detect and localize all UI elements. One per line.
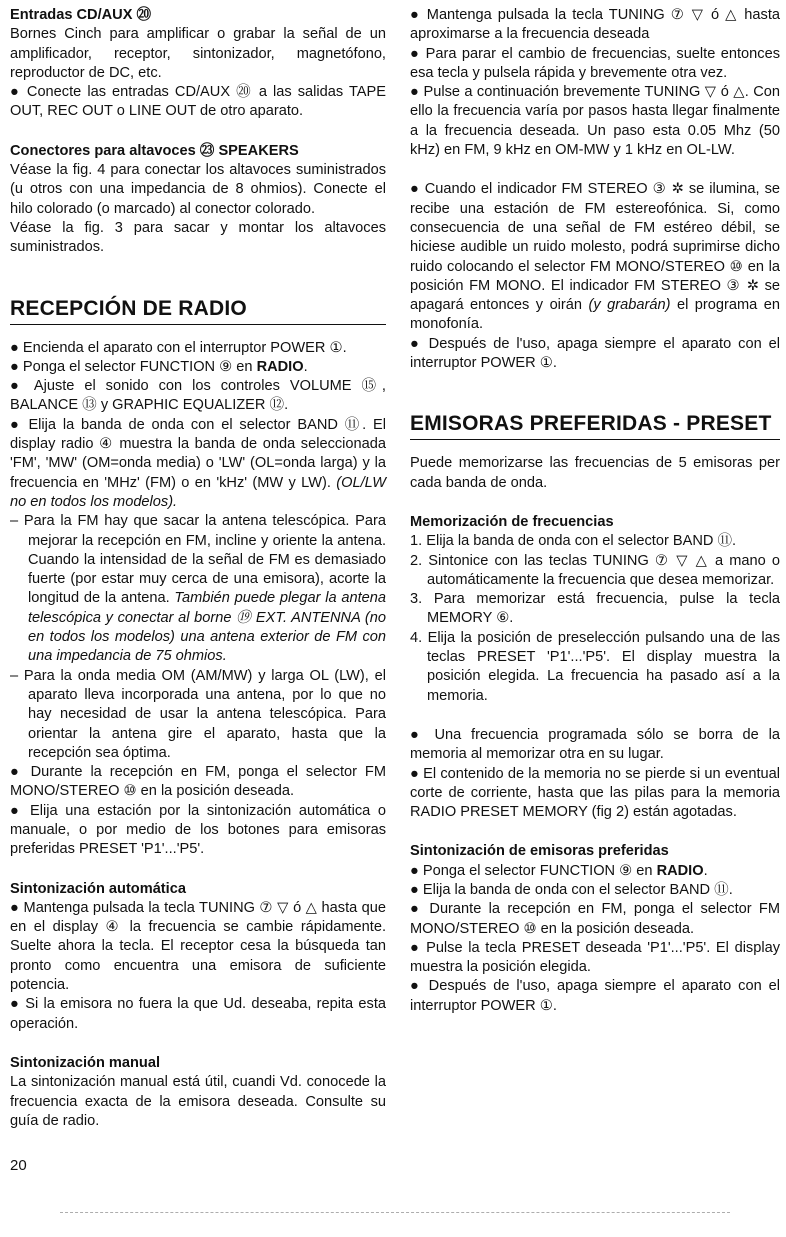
- numbered-item: 1. Elija la banda de onda con el selector BAND ⑪.: [410, 533, 737, 550]
- scan-artifact-line: [60, 1212, 730, 1213]
- dash-item: – Para la onda media OM (AM/MW) y larga OL (LW), el aparato lleva incorporada una antena, por lo que no hay necesidad de usar la antena telescópica. Para orientar la antena gire el aparato, hasta que la recepción sea óptima.: [10, 667, 386, 761]
- paragraph: Véase la fig. 4 para conectar los altavoces suministrados (u otros con una impedancia de 8 ohmios). Conecte el hilo colorado (o marcado) al conector colorado.: [10, 162, 386, 217]
- bullet-item: ● Elija la banda de onda con el selector BAND ⑪. El display radio ④ muestra la banda de onda seleccionada 'FM', 'MW' (OM=onda media) o 'LW' (OL=onda larga) y la frecuencia en 'MHz' (FM) o en 'kHz' (MW y LW). (OL/LW no en todos los modelos).: [10, 416, 386, 510]
- section-title-manual: Sintonización manual: [10, 1054, 161, 1071]
- section-title-cd-aux: Entradas CD/AUX ⑳: [10, 7, 152, 23]
- bullet-item: ● Pulse la tecla PRESET deseada 'P1'...'P5'. El display muestra la posición elegida.: [410, 939, 780, 976]
- bullet-item: ● Mantenga pulsada la tecla TUNING ⑦ ▽ ó △ hasta aproximarse a la frecuencia deseada: [410, 7, 780, 43]
- bullet-item: ● El contenido de la memoria no se pierde si un eventual corte de corriente, hasta que las pilas para la memoria RADIO PRESET MEMORY (fig 2) están agotadas.: [410, 765, 780, 821]
- bullet-item: ● Ponga el selector FUNCTION ⑨ en RADIO.: [410, 862, 708, 879]
- bullet-item: ● Cuando el indicador FM STEREO ③ ✲ se ilumina, se recibe una estación de FM estereofónica. Si, como consecuencia de una señal de FM estéreo débil, se hiciese audible un ruido molesto, podrá suprimirse dicho ruido colocando el selector FM MONO/STEREO ⑩ en la posición FM MONO. El indicador FM STEREO ③ ✲ se apagará entonces y oirán (y grabarán) el programa en monofonía.: [410, 181, 780, 333]
- bullet-item: ● Para parar el cambio de frecuencias, suelte entonces esa tecla y pulsela rápida y brevemente otra vez.: [410, 45, 780, 81]
- paragraph: Véase la fig. 3 para sacar y montar los altavoces suministrados.: [10, 219, 386, 256]
- right-column: [410, 6, 780, 1016]
- bullet-item: ● Elija una estación por la sintonización automática o manuale, o por medio de los botones para emisoras preferidas PRESET 'P1'...'P5'.: [10, 802, 386, 858]
- bullet-item: ● Durante la recepción en FM, ponga el selector FM MONO/STEREO ⑩ en la posición deseada.: [10, 764, 386, 800]
- heading-recepcion-de-radio: RECEPCIÓN DE RADIO: [10, 296, 386, 325]
- numbered-item: 3. Para memorizar está frecuencia, pulse la tecla MEMORY ⑥.: [410, 591, 780, 627]
- bullet-item: ● Pulse a continuación brevemente TUNING ▽ ó △. Con ello la frecuencia varía por pasos hasta llegar finalmente a la frecuencia deseada. Un paso esta 0.05 Mhz (50 kHz) en FM, 9 kHz en OM-MW y 1 kHz en OL-LW.: [410, 84, 780, 159]
- bullet-item: ● Una frecuencia programada sólo se borra de la memoria al memorizar otra en su lugar.: [410, 726, 780, 763]
- bullet-item: ● Durante la recepción en FM, ponga el selector FM MONO/STEREO ⑩ en la posición deseada.: [410, 901, 780, 937]
- dash-item: – Para la FM hay que sacar la antena telescópica. Para mejorar la recepción en FM, incline y oriente la antena. Cuando la intensidad de la señal de FM es demasiado fuerte (por estar muy cerca de una emisora), acorte la longitud de la antena. También puede plegar la antena telescópica y conectar al borne ⑲ EXT. ANTENNA (no en todos los modelos) una antena exterior de FM con una impedancia de 75 ohmios.: [10, 513, 386, 665]
- numbered-item: 4. Elija la posición de preselección pulsando una de las teclas PRESET 'P1'...'P5'. El display muestra la posición elegida. La frecuencia ha pasado así a la memoria.: [410, 629, 780, 704]
- bullet-item: ● Ajuste el sonido con los controles VOLUME ⑮, BALANCE ⑬ y GRAPHIC EQUALIZER ⑫.: [10, 378, 386, 414]
- bullet-item: ● Ponga el selector FUNCTION ⑨ en RADIO.: [10, 358, 308, 375]
- bullet-item: ● Conecte las entradas CD/AUX ⑳ a las salidas TAPE OUT, REC OUT o LINE OUT de otro aparato.: [10, 84, 386, 120]
- bullet-item: ● Encienda el aparato con el interruptor POWER ①.: [10, 339, 347, 356]
- paragraph: La sintonización manual está útil, cuandi Vd. conocede la frecuencia exacta de la emisora deseada. Consulte su guía de radio.: [10, 1074, 386, 1129]
- left-column: [10, 6, 386, 1131]
- paragraph: Puede memorizarse las frecuencias de 5 emisoras per cada banda de onda.: [410, 455, 780, 491]
- bullet-item: ● Después de l'uso, apaga siempre el aparato con el interruptor POWER ①.: [410, 335, 780, 372]
- numbered-item: 2. Sintonice con las teclas TUNING ⑦ ▽ △ a mano o automáticamente la frecuencia que desea memorizar.: [410, 552, 780, 588]
- heading-emisoras-preferidas: EMISORAS PREFERIDAS - PRESET: [410, 411, 780, 440]
- bullet-item: ● Mantenga pulsada la tecla TUNING ⑦ ▽ ó △ hasta que en el display ④ la frecuencia se cambie rápidamente. Suelte ahora la tecla. El receptor cesa la búsqueda tan pronto como encuentra una emisora de suficiente potencia.: [10, 899, 386, 994]
- section-title-speakers: Conectores para altavoces ㉓ SPEAKERS: [10, 142, 299, 159]
- section-title-sintonizacion-preferidas: Sintonización de emisoras preferidas: [410, 843, 669, 860]
- section-title-memorizacion: Memorización de frecuencias: [410, 513, 614, 530]
- bullet-item: ● Después de l'uso, apaga siempre el aparato con el interruptor POWER ①.: [410, 978, 780, 1014]
- section-title-automatica: Sintonización automática: [10, 880, 186, 897]
- bullet-item: ● Elija la banda de onda con el selector BAND ⑪.: [410, 881, 733, 898]
- bullet-item: ● Si la emisora no fuera la que Ud. deseaba, repita esta operación.: [10, 996, 386, 1032]
- paragraph: Bornes Cinch para amplificar o grabar la señal de un amplificador, receptor, sintonizador, magnetófono, reproductor de DC, etc.: [10, 26, 386, 81]
- page-number: 20: [10, 1157, 27, 1174]
